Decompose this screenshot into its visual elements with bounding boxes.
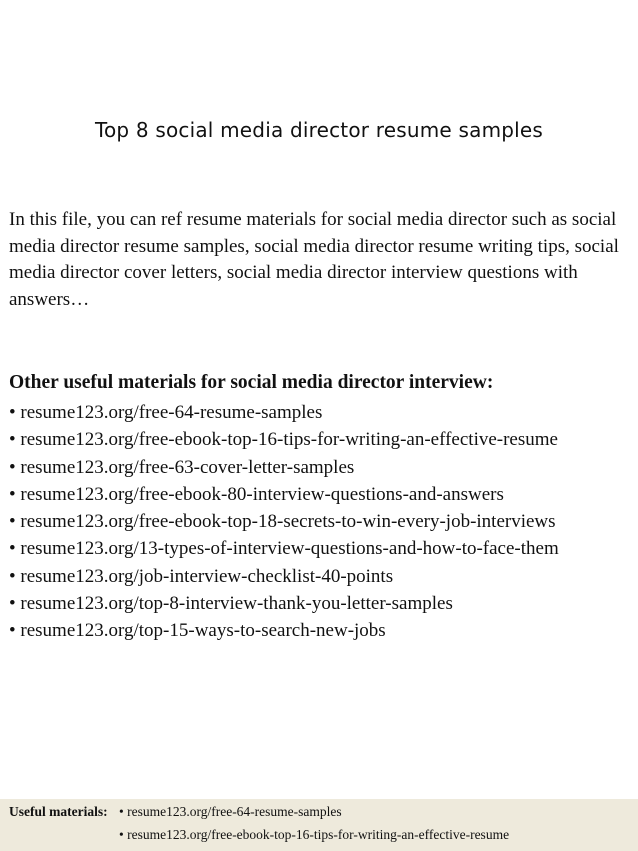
intro-paragraph: In this file, you can ref resume materials for social media director such as social media director resume samples, social media director resume writing tips, social media director cover letters, social media director interview questions with answers… bbox=[9, 209, 619, 310]
material-link[interactable]: • resume123.org/free-ebook-top-18-secrets-to-win-every-job-interviews bbox=[9, 511, 556, 533]
materials-section bbox=[9, 369, 635, 645]
footer-label: Useful materials: bbox=[9, 804, 108, 819]
material-link[interactable]: • resume123.org/free-ebook-80-interview-questions-and-answers bbox=[9, 483, 504, 505]
material-link[interactable]: • resume123.org/free-ebook-top-16-tips-for-writing-an-effective-resume bbox=[9, 429, 558, 451]
footer-bar bbox=[0, 799, 638, 851]
materials-list bbox=[9, 399, 635, 645]
materials-heading: Other useful materials for social media director interview: bbox=[9, 372, 494, 393]
material-link[interactable]: • resume123.org/top-8-interview-thank-you-letter-samples bbox=[9, 593, 453, 615]
material-link[interactable]: • resume123.org/job-interview-checklist-40-points bbox=[9, 565, 394, 587]
material-link[interactable]: • resume123.org/top-15-ways-to-search-new-jobs bbox=[9, 620, 386, 642]
material-link[interactable]: • resume123.org/free-63-cover-letter-samples bbox=[9, 456, 355, 478]
footer-link[interactable]: • resume123.org/free-ebook-top-16-tips-for-writing-an-effective-resume bbox=[119, 827, 510, 842]
footer-link[interactable]: • resume123.org/free-64-resume-samples bbox=[119, 804, 342, 819]
material-link[interactable]: • resume123.org/13-types-of-interview-questions-and-how-to-face-them bbox=[9, 538, 559, 560]
material-link[interactable]: • resume123.org/free-64-resume-samples bbox=[9, 402, 323, 423]
page-title: Top 8 social media director resume samples bbox=[94, 118, 544, 142]
